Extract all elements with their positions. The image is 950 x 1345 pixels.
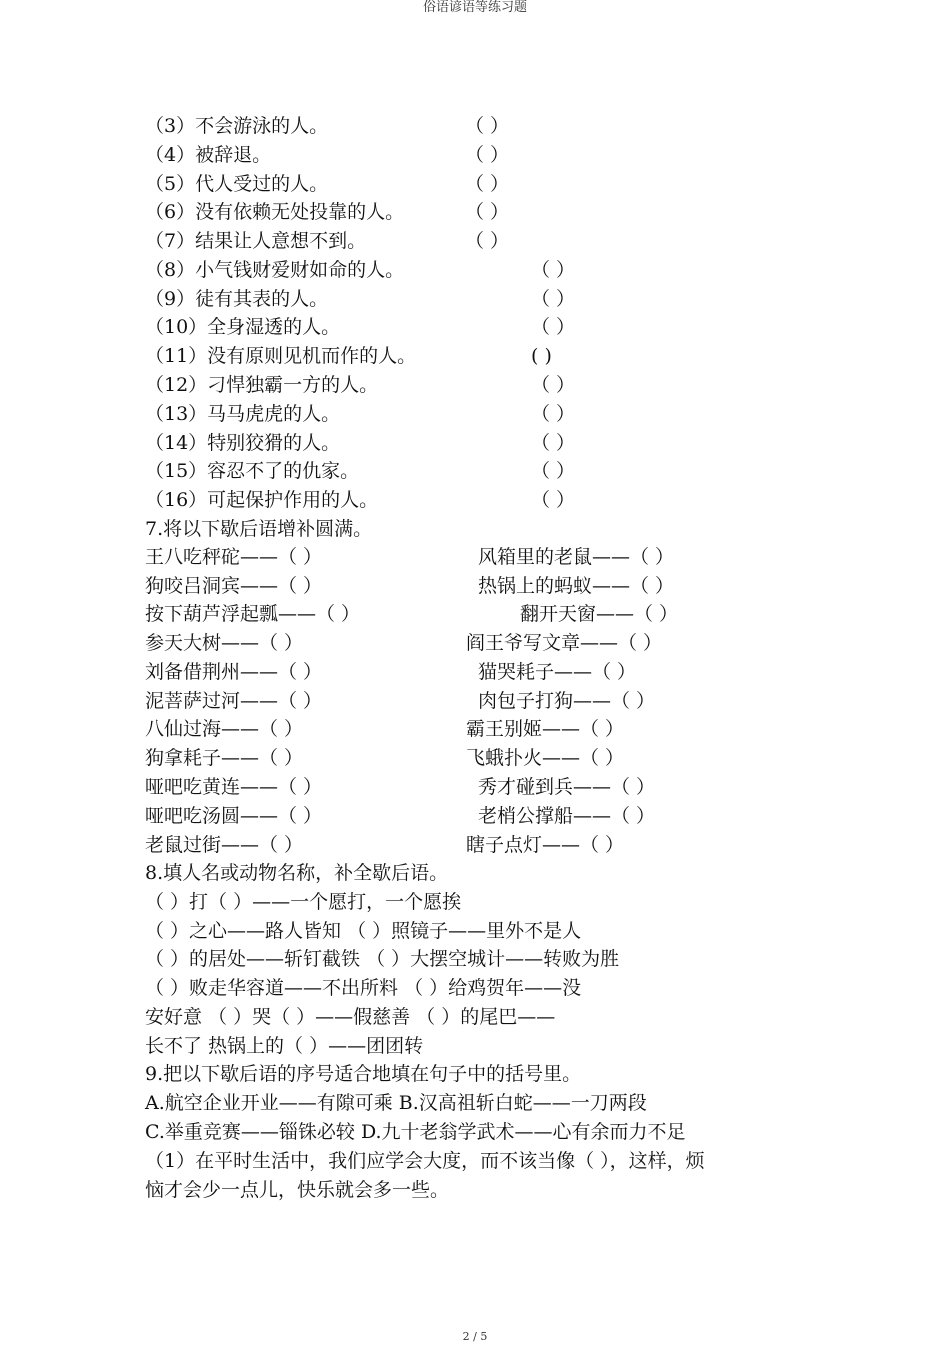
q9-sentence[interactable]: （1）在平时生活中，我们应学会大度，而不该当像（ ），这样，烦 — [145, 1150, 705, 1172]
q6-item: （13）马马虎虎的人。 — [145, 403, 341, 425]
q6-item: （9）徒有其表的人。 — [145, 288, 329, 310]
q6-answer-blank[interactable]: ( ) — [531, 345, 552, 367]
q6-item: （11）没有原则见机而作的人。 — [145, 345, 417, 367]
q6-item: （12）刁悍独霸一方的人。 — [145, 374, 379, 396]
q6-answer-blank[interactable]: （ ） — [465, 230, 510, 252]
q6-answer-blank[interactable]: （ ） — [465, 115, 510, 137]
q6-answer-blank[interactable]: （ ） — [531, 374, 576, 396]
q6-answer-blank[interactable]: （ ） — [465, 173, 510, 195]
q7-left-item[interactable]: 八仙过海——（ ） — [145, 718, 304, 740]
q7-right-item[interactable]: 翻开天窗——（ ） — [520, 603, 679, 625]
q7-right-item[interactable]: 秀才碰到兵——（ ） — [478, 776, 656, 798]
q6-answer-blank[interactable]: （ ） — [531, 259, 576, 281]
q7-left-item[interactable]: 老鼠过街——（ ） — [145, 834, 304, 856]
q8-line[interactable]: 长不了 热锅上的（ ）——团团转 — [145, 1035, 424, 1057]
q7-right-item[interactable]: 飞蛾扑火——（ ） — [466, 747, 625, 769]
q6-answer-blank[interactable]: （ ） — [531, 316, 576, 338]
q7-right-item[interactable]: 老梢公撑船——（ ） — [478, 805, 656, 827]
q6-answer-blank[interactable]: （ ） — [531, 432, 576, 454]
q9-option-line: C.举重竞赛——锱铢必较 D.九十老翁学武术——心有余而力不足 — [145, 1121, 686, 1143]
q6-item: （8）小气钱财爱财如命的人。 — [145, 259, 405, 281]
q6-item: （6）没有依赖无处投靠的人。 — [145, 201, 405, 223]
q7-title: 7.将以下歇后语增补圆满。 — [145, 518, 373, 540]
q7-right-item[interactable]: 热锅上的蚂蚁——（ ） — [478, 575, 675, 597]
q9-option-line: A.航空企业开业——有隙可乘 B.汉高祖斩白蛇——一刀两段 — [145, 1092, 647, 1114]
q6-item: （14）特别狡猾的人。 — [145, 432, 341, 454]
q6-answer-blank[interactable]: （ ） — [465, 201, 510, 223]
q6-item: （4）被辞退。 — [145, 144, 272, 166]
q7-left-item[interactable]: 狗咬吕洞宾——（ ） — [145, 575, 323, 597]
page-number: 2 / 5 — [462, 1330, 488, 1343]
q7-left-item[interactable]: 王八吃秤砣——（ ） — [145, 546, 323, 568]
q8-title: 8.填人名或动物名称，补全歇后语。 — [145, 862, 449, 884]
q6-item: （7）结果让人意想不到。 — [145, 230, 367, 252]
q6-answer-blank[interactable]: （ ） — [531, 489, 576, 511]
q6-item: （15）容忍不了的仇家。 — [145, 460, 360, 482]
q7-left-item[interactable]: 按下葫芦浮起瓢——（ ） — [145, 603, 361, 625]
q6-item: （10）全身湿透的人。 — [145, 316, 341, 338]
q7-right-item[interactable]: 霸王别姬——（ ） — [466, 718, 625, 740]
q6-item: （3）不会游泳的人。 — [145, 115, 329, 137]
q8-line[interactable]: （ ）败走华容道——不出所料 （ ）给鸡贺年——没 — [145, 977, 582, 999]
q7-right-item[interactable]: 瞎子点灯——（ ） — [466, 834, 625, 856]
q6-item: （5）代人受过的人。 — [145, 173, 329, 195]
q9-title: 9.把以下歇后语的序号适合地填在句子中的括号里。 — [145, 1063, 582, 1085]
q9-sentence: 恼才会少一点儿，快乐就会多一些。 — [145, 1179, 450, 1201]
q6-item: （16）可起保护作用的人。 — [145, 489, 379, 511]
q8-line[interactable]: （ ）的居处——斩钉截铁 （ ）大摆空城计——转败为胜 — [145, 948, 620, 970]
q6-answer-blank[interactable]: （ ） — [531, 460, 576, 482]
q7-left-item[interactable]: 哑吧吃汤圆——（ ） — [145, 805, 323, 827]
q7-left-item[interactable]: 泥菩萨过河——（ ） — [145, 690, 323, 712]
q7-right-item[interactable]: 风箱里的老鼠——（ ） — [478, 546, 675, 568]
q8-line[interactable]: （ ）之心——路人皆知 （ ）照镜子——里外不是人 — [145, 920, 582, 942]
q8-line[interactable]: 安好意 （ ）哭（ ）——假慈善 （ ）的尾巴—— — [145, 1006, 556, 1028]
q7-right-item[interactable]: 肉包子打狗——（ ） — [478, 690, 656, 712]
page-header: 俗语谚语等练习题 — [422, 0, 527, 15]
q7-left-item[interactable]: 狗拿耗子——（ ） — [145, 747, 304, 769]
q7-left-item[interactable]: 刘备借荆州——（ ） — [145, 661, 323, 683]
q8-line[interactable]: （ ）打（ ）——一个愿打，一个愿挨 — [145, 891, 462, 913]
q6-answer-blank[interactable]: （ ） — [531, 288, 576, 310]
q7-left-item[interactable]: 参天大树——（ ） — [145, 632, 304, 654]
q7-left-item[interactable]: 哑吧吃黄连——（ ） — [145, 776, 323, 798]
q7-right-item[interactable]: 阎王爷写文章——（ ） — [466, 632, 663, 654]
q6-answer-blank[interactable]: （ ） — [531, 403, 576, 425]
q6-answer-blank[interactable]: （ ） — [465, 144, 510, 166]
q7-right-item[interactable]: 猫哭耗子——（ ） — [478, 661, 637, 683]
